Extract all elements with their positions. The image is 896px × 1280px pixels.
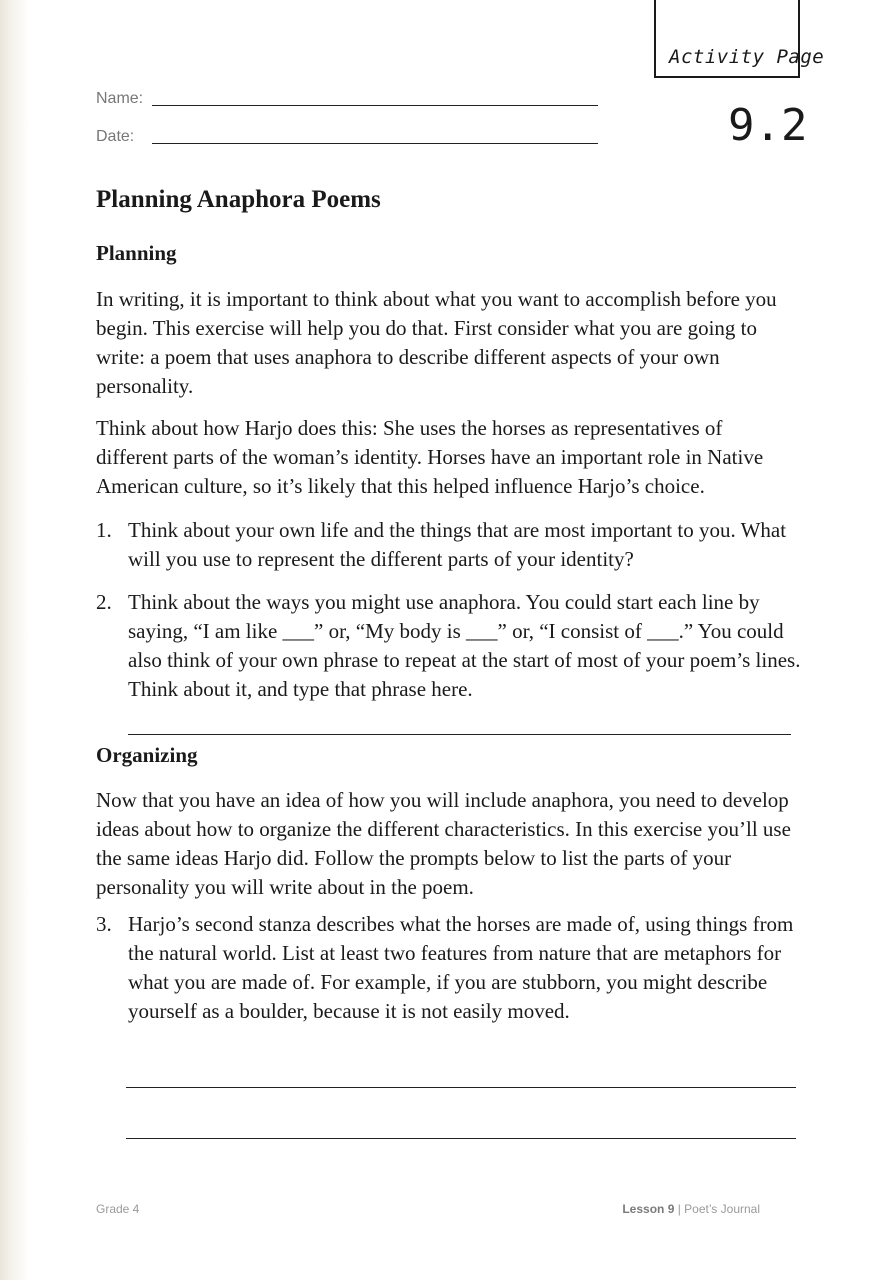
footer-lesson (622, 1202, 760, 1216)
name-label: Name: (96, 90, 144, 107)
planning-paragraph-1: In writing, it is important to think about what you want to accomplish before you begin. This exercise will help you do that. First consider what you are going to write: a poem that uses anaphora to describe different aspects of your own personality. (96, 287, 777, 398)
activity-page-number: 9.2 (728, 100, 808, 151)
footer-lesson-number: Lesson 9 (622, 1202, 675, 1216)
activity-page-label: Activity Page (669, 46, 825, 68)
list-item-1 (96, 516, 806, 574)
footer-book-title: Poet’s Journal (684, 1202, 760, 1216)
list-item-3 (96, 910, 806, 1026)
footer-separator: | (674, 1202, 685, 1216)
list-item-number: 3. (96, 912, 112, 936)
nature-features-answer-line-2[interactable] (126, 1138, 796, 1139)
page-title: Planning Anaphora Poems (96, 186, 381, 213)
name-field[interactable] (152, 105, 598, 106)
organizing-heading: Organizing (96, 743, 198, 767)
footer-grade: Grade 4 (96, 1202, 140, 1216)
date-label: Date: (96, 128, 135, 145)
list-item-number: 2. (96, 590, 112, 614)
paper-edge-shadow (0, 0, 30, 1280)
planning-heading: Planning (96, 241, 177, 265)
planning-paragraph-2: Think about how Harjo does this: She uses the horses as representatives of different parts of the woman’s identity. Horses have an important role in Native American culture, so it’s likely that this helped influence Harjo’s choice. (96, 416, 764, 498)
date-field[interactable] (152, 143, 598, 144)
nature-features-answer-line-1[interactable] (126, 1087, 796, 1088)
list-item-number: 1. (96, 518, 112, 542)
organizing-paragraph: Now that you have an idea of how you will include anaphora, you need to develop ideas about how to organize the different characteristics. In this exercise you’ll use the same ideas Harjo did. Follow the prompts below to list the parts of your personality you will write about in the poem. (96, 788, 791, 899)
anaphora-phrase-answer-line[interactable] (128, 734, 791, 735)
list-item-text: Harjo’s second stanza describes what the horses are made of, using things from the natural world. List at least two features from nature that are metaphors for what you are made of. For example, if you are stubborn, you might describe yourself as a boulder, because it is not easily moved. (128, 912, 794, 1023)
list-item-text: Think about your own life and the things that are most important to you. What will you use to represent the different parts of your identity? (128, 518, 787, 571)
list-item-2 (96, 588, 806, 704)
list-item-text: Think about the ways you might use anaphora. You could start each line by saying, “I am like ___” or, “My body is ___” or, “I consist of ___.” You could also think of your own phrase to repeat at the start of most of your poem’s lines. Think about it, and type that phrase here. (128, 590, 801, 701)
